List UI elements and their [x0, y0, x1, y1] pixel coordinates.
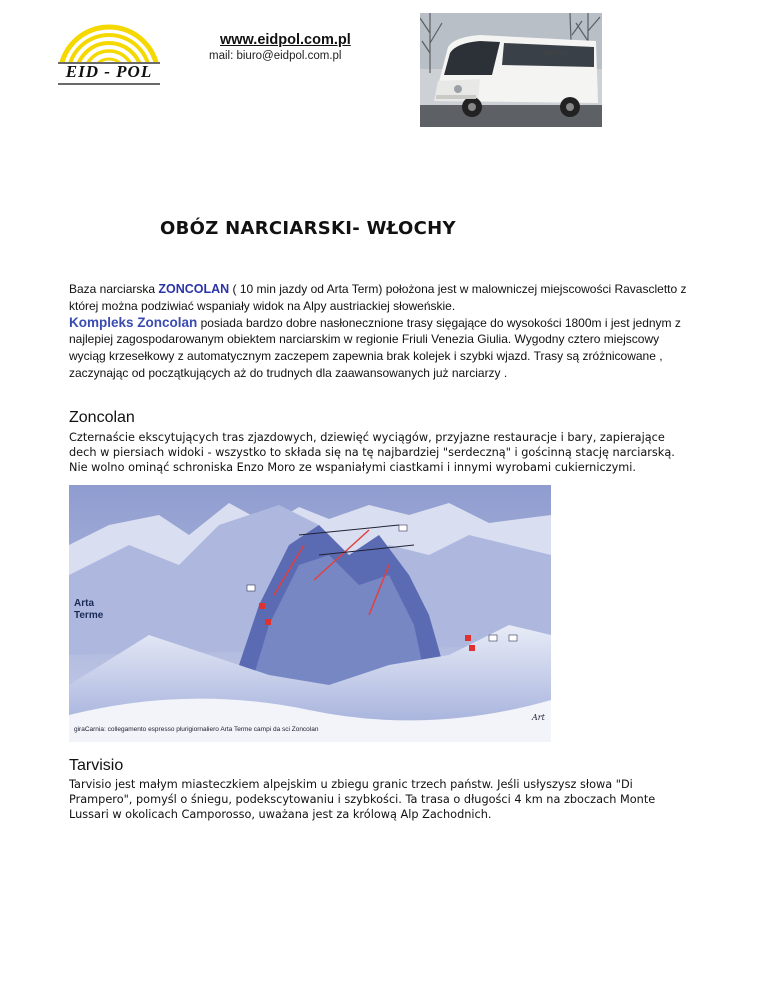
bus-livery-text: EID-POL: [544, 51, 569, 57]
svg-text:Art: Art: [532, 713, 545, 722]
section-title-zoncolan: Zoncolan: [69, 409, 135, 426]
zoncolan-highlight: ZONCOLAN: [158, 282, 230, 296]
intro-text-c: posiada bardzo dobre nasłonecznione trasy sięgające do wysokości 1800m i jest jednym z najlepiej zagospodarowanym obiektem narciarskim w regionie Friuli Venezia Giulia. Wygodny cztero miejscowy wyciąg krzesełkowy z automatycznym zaczepem zapewnia brak kolejek i szybki wjazd. Trasy są zróżnicowane , zaczynając od początkujących aż do trudnych dla zaawansowanych już narciarzy .: [69, 315, 681, 380]
section-text-tarvisio: Tarvisio jest małym miasteczkiem alpejskim u zbiegu granic trzech państw. Jeśli usłyszysz słowa "Di Prampero", pomyśl o śniegu, podekscytowaniu i szybkości. Ta trasa o długości 4 km na zboczach Monte Lussari w okolicach Camporosso, uważana jest za królową Alp Zachodnich.: [69, 778, 656, 821]
map-caption: giraCarnia: collegamento espresso plurigiornaliero Arta Terme campi da sci Zoncolan: [74, 726, 319, 733]
intro-paragraph: [69, 281, 689, 382]
page-title: OBÓZ NARCIARSKI- WŁOCHY: [160, 218, 456, 239]
intro-text-a: Baza narciarska: [69, 282, 159, 296]
section-text-zoncolan: Czternaście ekscytujących tras zjazdowych, dziewięć wyciągów, przyjazne restauracje i bary, zapierające dech w piersiach widoki - wszystko to składa się na tę najbardziej "serdeczną" i gościnną stację narciarską. Nie wolno ominąć schroniska Enzo Moro ze wspaniałymi ciastkami i innymi wyrobami cukierniczymi.: [69, 431, 675, 474]
section-title-tarvisio: Tarvisio: [69, 757, 124, 774]
logo-text: EID - POL: [65, 62, 153, 81]
contact-email[interactable]: mail: biuro@eidpol.com.pl: [209, 50, 342, 62]
eidpol-logo: [56, 14, 162, 92]
ski-piste-map: [69, 485, 551, 742]
website-link[interactable]: www.eidpol.com.pl: [220, 32, 351, 48]
bus-photo: [420, 13, 602, 127]
map-label-arta: Arta: [74, 598, 95, 609]
map-label-terme: Terme: [74, 610, 104, 621]
intro-text-b: ( 10 min jazdy od Arta Term) położona jest w malowniczej miejscowości Ravascletto z której można podziwiać wspaniały widok na Alpy austriackiej słoweńskie.: [69, 282, 687, 313]
kompleks-highlight: Kompleks Zoncolan: [69, 314, 198, 330]
